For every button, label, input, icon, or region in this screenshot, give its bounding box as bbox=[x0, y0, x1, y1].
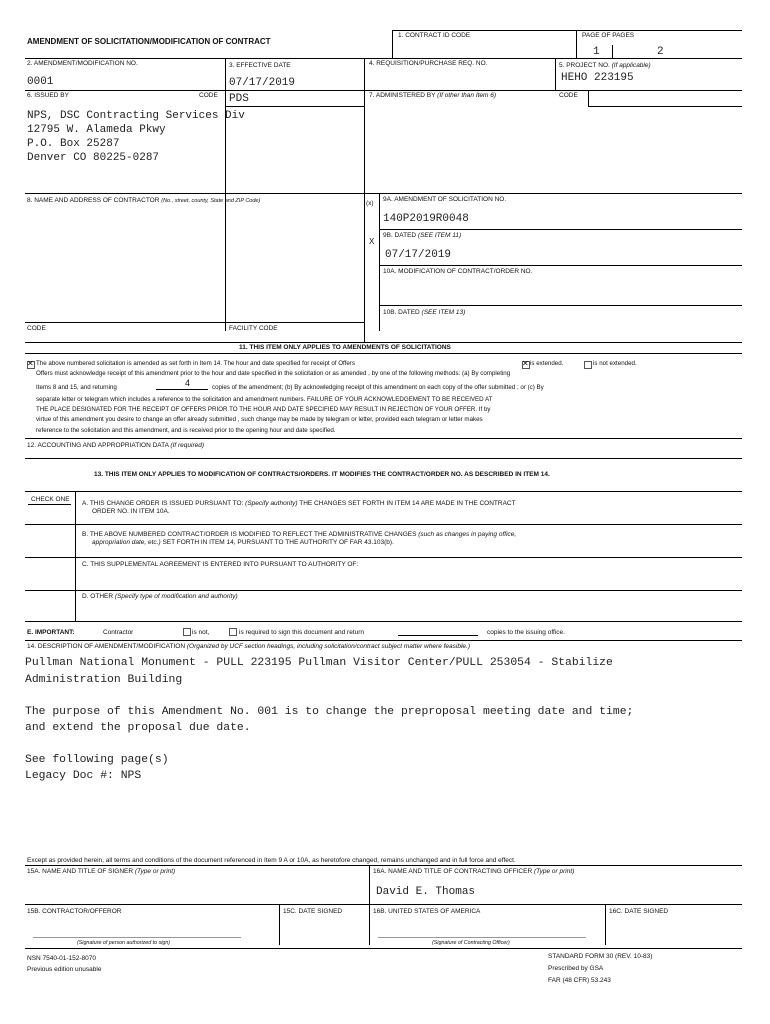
is-required-checkbox[interactable] bbox=[229, 628, 237, 636]
item15a-label: 15A. NAME AND TITLE OF SIGNER bbox=[27, 868, 134, 875]
rule bbox=[25, 458, 742, 459]
far-text: FAR (48 CFR) 53.243 bbox=[548, 977, 611, 984]
rule bbox=[392, 30, 393, 58]
rule bbox=[25, 438, 742, 439]
item9a-label: 9A. AMENDMENT OF SOLICITATION NO. bbox=[383, 196, 507, 203]
item10a-label: 10A. MODIFICATION OF CONTRACT/ORDER NO. bbox=[383, 268, 533, 275]
rule bbox=[576, 30, 577, 58]
description-line: Administration Building bbox=[25, 674, 183, 686]
contract-id-label: 1. CONTRACT ID CODE bbox=[398, 32, 471, 39]
item11-heading: 11. THIS ITEM ONLY APPLIES TO AMENDMENTS OF SOLICITATIONS bbox=[239, 344, 451, 351]
prescribed-text: Prescribed by GSA bbox=[548, 965, 604, 972]
item9b-value: 07/17/2019 bbox=[385, 249, 452, 261]
x-marker: (x) bbox=[366, 200, 374, 207]
item13d-text: D. OTHER bbox=[82, 593, 114, 600]
page-of-pages-label: PAGE OF PAGES bbox=[582, 32, 635, 39]
issued-by-code-label: CODE bbox=[199, 92, 218, 99]
rule bbox=[25, 621, 742, 622]
item11-text: copies of the amendment; (b) By acknowledging receipt of this amendment on each copy of the offer submitted ; or (c) By bbox=[212, 384, 544, 391]
item13a-text-2: THE CHANGES SET FORTH IN ITEM 14 ARE MADE IN THE CONTRACT bbox=[299, 500, 516, 507]
item13b-note-2: appropriation date, etc.) bbox=[92, 539, 161, 546]
item11-text: Offers must acknowledge receipt of this amendment prior to the hour and date specified in the solicitation or as amended , by one of the following methods: (a) By completing bbox=[36, 370, 511, 377]
item16a-note: (Type or print) bbox=[533, 868, 575, 875]
issuer-line: NPS, DSC Contracting Services Div bbox=[27, 110, 245, 122]
copies-to-label: copies to the issuing office. bbox=[487, 629, 565, 636]
amendment-no-label: 2. AMENDMENT/MODIFICATION NO. bbox=[27, 60, 138, 67]
item11-text: The above numbered solicitation is amended as set forth in Item 14. The hour and date specified for receipt of Offers bbox=[36, 360, 355, 367]
item9b-label: 9B. DATED bbox=[383, 232, 417, 239]
item10b-label: 10B. DATED bbox=[383, 309, 420, 316]
item16c-label: 16C. DATE SIGNED bbox=[609, 908, 669, 915]
except-text: Except as provided herein, all terms and conditions of the document referenced in Item 9 A or 10A, as heretofore changed, remains unchanged and in full force and effect. bbox=[27, 857, 516, 864]
standard-form-text: STANDARD FORM 30 (REV. 10-83) bbox=[548, 953, 653, 960]
total-pages: 2 bbox=[657, 46, 664, 58]
rule bbox=[25, 353, 742, 354]
nsn-text: NSN 7540-01-152-8070 bbox=[27, 955, 97, 962]
rule bbox=[25, 322, 364, 323]
rule bbox=[379, 305, 742, 306]
amendment-no-value: 0001 bbox=[27, 76, 54, 88]
item13-heading: 13. THIS ITEM ONLY APPLIES TO MODIFICATION OF CONTRACTS/ORDERS. IT MODIFIES THE CONTRACT/ORDER NO. AS DESCRIBED IN ITEM 14. bbox=[94, 471, 550, 478]
rule bbox=[25, 948, 742, 949]
administered-by-note: (If other than Item 6) bbox=[437, 92, 497, 99]
item13a-text-3: ORDER NO. IN ITEM 10A. bbox=[92, 508, 170, 515]
rule bbox=[398, 635, 478, 636]
item11-text: Items 8 and 15, and returning bbox=[36, 384, 117, 391]
project-no-note: (If applicable) bbox=[611, 62, 651, 69]
item10b-note: (SEE ITEM 13) bbox=[421, 309, 466, 316]
issuer-line: Denver CO 80225-0287 bbox=[27, 152, 160, 164]
is-required-label: is required to sign this document and return bbox=[239, 629, 365, 636]
item11-text: THE PLACE DESIGNATED FOR THE RECEIPT OF OFFERS PRIOR TO THE HOUR AND DATE SPECIFIED MAY RESULT IN REJECTION OF YOUR OFFER. If by bbox=[36, 406, 491, 413]
item13c-text: C. THIS SUPPLEMENTAL AGREEMENT IS ENTERED INTO PURSUANT TO AUTHORITY OF: bbox=[82, 561, 359, 568]
facility-code-label: FACILITY CODE bbox=[229, 325, 278, 332]
administered-by-label: 7. ADMINISTERED BY bbox=[369, 92, 436, 99]
rule bbox=[364, 58, 365, 343]
not-extended-label: is not extended. bbox=[593, 360, 637, 367]
item11-text: reference to the solicitation and this amendment, and is received prior to the opening hour and date specified. bbox=[36, 427, 336, 434]
item12-note: (If required) bbox=[170, 442, 205, 449]
rule bbox=[75, 491, 76, 621]
rule bbox=[25, 557, 742, 558]
rule bbox=[25, 524, 742, 525]
rule bbox=[25, 342, 742, 343]
rule bbox=[605, 904, 606, 945]
sig-officer-caption: (Signature of Contracting Officer) bbox=[432, 940, 510, 946]
issued-by-label: 6. ISSUED BY bbox=[27, 92, 69, 99]
rule bbox=[225, 58, 226, 331]
issuer-line: P.O. Box 25287 bbox=[27, 138, 120, 150]
rule bbox=[588, 90, 589, 107]
item13b-text-2: SET FORTH IN ITEM 14, PURSUANT TO THE AUTHORITY OF FAR 43.103(b). bbox=[162, 539, 394, 546]
administered-code-label: CODE bbox=[559, 92, 578, 99]
issuer-line: 12795 W. Alameda Pkwy bbox=[27, 124, 166, 136]
item11-text: separate letter or telegram which includes a reference to the solicitation and amendment numbers. FAILURE OF YOUR ACKNOWLEDGEMENT TO BE RECEIVED AT bbox=[36, 396, 493, 403]
requisition-label: 4. REQUISITION/PURCHASE REQ. NO. bbox=[369, 60, 488, 67]
contracting-officer-name: David E. Thomas bbox=[376, 886, 476, 898]
amended-checkbox[interactable] bbox=[27, 361, 35, 369]
rule bbox=[25, 904, 742, 905]
item9b-note: (SEE ITEM 11) bbox=[417, 232, 462, 239]
important-contractor: Contractor bbox=[103, 629, 134, 636]
signature-line[interactable] bbox=[33, 937, 241, 938]
rule bbox=[279, 904, 280, 945]
item9b-mark: X bbox=[369, 237, 375, 246]
rule bbox=[156, 389, 208, 390]
copies-value: 4 bbox=[185, 378, 191, 388]
issued-by-code-value: PDS bbox=[229, 93, 249, 105]
rule bbox=[379, 265, 742, 266]
item14-note: (Organized by UCF section headings, including solicitation/contract subject matter where feasible.) bbox=[186, 643, 471, 650]
contractor-label: 8. NAME AND ADDRESS OF CONTRACTOR bbox=[27, 197, 160, 204]
rule bbox=[588, 106, 742, 107]
rule bbox=[28, 504, 71, 505]
previous-edition-text: Previous edition unusable bbox=[27, 966, 102, 973]
item15b-label: 15B. CONTRACTOR/OFFEROR bbox=[27, 908, 122, 915]
description-line: Pullman National Monument - PULL 223195 Pullman Visitor Center/PULL 253054 - Stabilize bbox=[25, 657, 613, 669]
rule bbox=[369, 865, 370, 945]
signature-line[interactable] bbox=[378, 937, 586, 938]
contractor-code-label: CODE bbox=[27, 325, 46, 332]
item14-label: 14. DESCRIPTION OF AMENDMENT/MODIFICATION bbox=[27, 643, 186, 650]
item15a-note: (Type or print) bbox=[134, 868, 176, 875]
sig-person-caption: (Signature of person authorized to sign) bbox=[77, 940, 171, 946]
contractor-note: (No., street, county, State and ZIP Code) bbox=[161, 198, 261, 204]
rule bbox=[25, 640, 742, 641]
rule bbox=[612, 45, 613, 58]
rule bbox=[25, 193, 742, 194]
extended-label: is extended. bbox=[530, 360, 564, 367]
item16b-label: 16B. UNITED STATES OF AMERICA bbox=[373, 908, 481, 915]
description-line: See following page(s) bbox=[25, 754, 169, 766]
item16a-label: 16A. NAME AND TITLE OF CONTRACTING OFFICER bbox=[373, 868, 533, 875]
effective-date-label: 3. EFFECTIVE DATE bbox=[229, 62, 291, 69]
rule bbox=[25, 90, 742, 91]
item11-text: virtue of this amendment you desire to change an offer already submitted , such change may be made by telegram or letter, provided each telegram or letter makes bbox=[36, 416, 483, 423]
is-not-checkbox[interactable] bbox=[183, 628, 191, 636]
item13b-text: B. THE ABOVE NUMBERED CONTRACT/ORDER IS MODIFIED TO REFLECT THE ADMINISTRATIVE CHANGES bbox=[82, 531, 417, 538]
description-line: Legacy Doc #: NPS bbox=[25, 770, 142, 782]
rule bbox=[25, 58, 742, 59]
project-no-value: HEHO 223195 bbox=[561, 72, 634, 84]
item15c-label: 15C. DATE SIGNED bbox=[283, 908, 343, 915]
page-number: 1 bbox=[593, 46, 600, 58]
item9a-value: 140P2019R0048 bbox=[383, 213, 469, 225]
form-title: AMENDMENT OF SOLICITATION/MODIFICATION OF CONTRACT bbox=[27, 37, 271, 46]
description-line: The purpose of this Amendment No. 001 is to change the preproposal meeting date and time; bbox=[25, 706, 634, 718]
description-line: and extend the proposal due date. bbox=[25, 722, 251, 734]
rule bbox=[392, 30, 742, 31]
rule bbox=[225, 106, 364, 107]
item13b-note: (such as changes in paying office, bbox=[418, 531, 517, 538]
item13a-note: (Specify authority) bbox=[245, 500, 298, 507]
extended-checkbox[interactable] bbox=[522, 361, 530, 369]
check-one-label: CHECK ONE bbox=[31, 496, 70, 503]
rule bbox=[379, 193, 380, 331]
item12-label: 12. ACCOUNTING AND APPROPRIATION DATA bbox=[27, 442, 169, 449]
project-no-label: 5. PROJECT NO. bbox=[559, 62, 610, 69]
item13a-text: A. THIS CHANGE ORDER IS ISSUED PURSUANT TO: bbox=[82, 500, 244, 507]
is-not-label: is not, bbox=[192, 629, 210, 636]
not-extended-checkbox[interactable] bbox=[584, 361, 592, 369]
rule bbox=[25, 491, 742, 492]
important-label: E. IMPORTANT: bbox=[27, 629, 75, 636]
rule bbox=[25, 865, 742, 866]
item13d-note: (Specify type of modification and authority) bbox=[114, 593, 238, 600]
rule bbox=[379, 229, 742, 230]
rule bbox=[25, 590, 742, 591]
effective-date-value: 07/17/2019 bbox=[229, 77, 296, 89]
rule bbox=[555, 58, 556, 90]
